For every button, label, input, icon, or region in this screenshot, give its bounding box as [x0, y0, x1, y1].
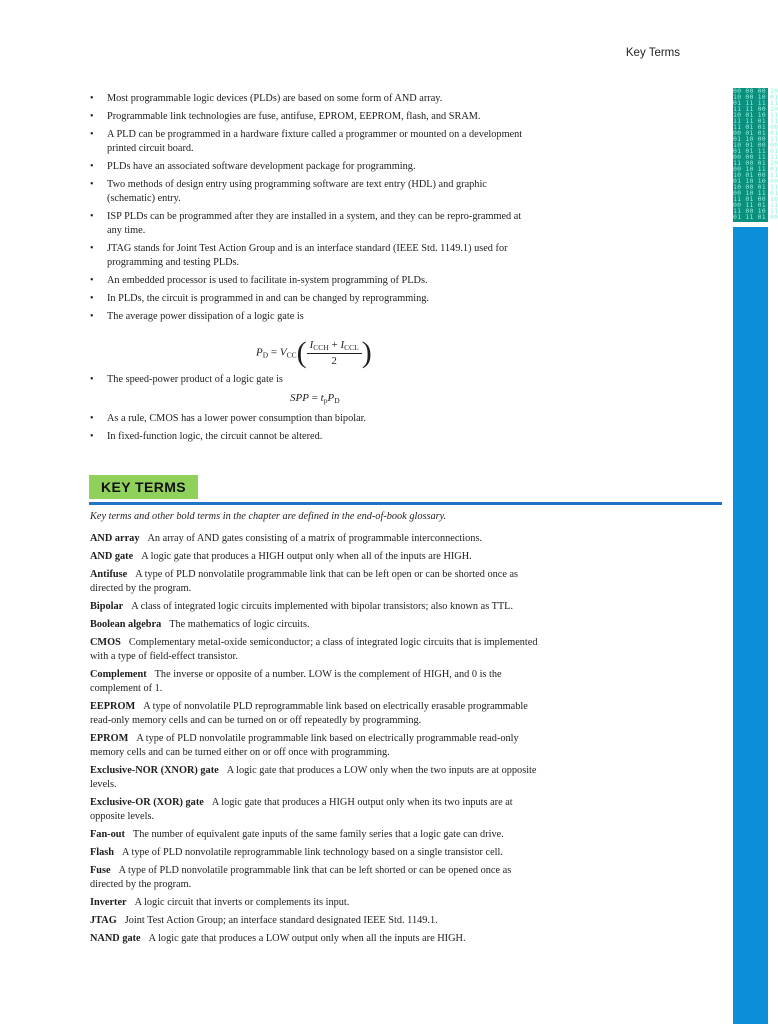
glossary-definition: A class of integrated logic circuits implemented with bipolar transistors; also known as TTL.: [131, 601, 514, 612]
binary-line: 00 01 01 01: [733, 129, 778, 137]
glossary-term: CMOS: [90, 637, 121, 648]
glossary-term: Exclusive-OR (XOR) gate: [90, 797, 204, 808]
glossary-entry: [90, 828, 540, 842]
binary-line: 11 00 01 10: [733, 159, 778, 167]
binary-line: 10 00 01 11: [733, 183, 778, 191]
glossary-definition: Joint Test Action Group; an interface standard designated IEEE Std. 1149.1.: [124, 915, 438, 926]
glossary-entry: [90, 732, 540, 760]
glossary-term: Complement: [90, 669, 147, 680]
chapter-tab-bar: [733, 227, 768, 1024]
summary-item: • In fixed-function logic, the circuit cannot be altered.: [90, 430, 530, 444]
summary-item: • Programmable link technologies are fuse, antifuse, EPROM, EEPROM, flash, and SRAM.: [90, 110, 530, 124]
glossary-term: NAND gate: [90, 933, 141, 944]
binary-line: 10 01 00 00: [733, 141, 778, 149]
glossary-definition: A type of PLD nonvolatile programmable link based on electrically programmable read-only memory cells and can be turned either on or off once with programming.: [90, 733, 519, 758]
glossary-term: Inverter: [90, 897, 127, 908]
glossary-entry: [90, 700, 540, 728]
glossary-definition: The inverse or opposite of a number. LOW is the complement of HIGH, and 0 is the complement of 1.: [90, 669, 502, 694]
glossary-term: Fan-out: [90, 829, 125, 840]
glossary-entry: [90, 932, 540, 946]
glossary-definition: A logic circuit that inverts or complements its input.: [134, 897, 350, 908]
glossary-definition: A logic gate that produces a HIGH output only when all of the inputs are HIGH.: [141, 551, 472, 562]
binary-line: 11 01 00 10: [733, 195, 778, 203]
glossary-entry: [90, 568, 540, 596]
glossary-entry: [90, 600, 540, 614]
glossary-entry: [90, 896, 540, 910]
summary-item: • As a rule, CMOS has a lower power consumption than bipolar.: [90, 412, 530, 426]
key-terms-heading: KEY TERMS: [89, 475, 198, 499]
binary-line: 01 11 11 11: [733, 99, 778, 107]
binary-line: 11 11 01 11: [733, 117, 778, 125]
running-head: Key Terms: [625, 47, 680, 59]
glossary-entry: [90, 636, 540, 664]
binary-line: 10 01 10 11: [733, 111, 778, 119]
glossary-term: EPROM: [90, 733, 129, 744]
glossary-entry: [90, 796, 540, 824]
binary-line: 00 10 11 01: [733, 165, 778, 173]
summary-list-continued: [90, 373, 530, 391]
summary-list: [90, 92, 530, 328]
summary-item: • In PLDs, the circuit is programmed in and can be changed by reprogramming.: [90, 292, 530, 306]
binary-line: 01 10 00 11: [733, 135, 778, 143]
glossary-definition: A type of nonvolatile PLD reprogrammable link based on electrically erasable programmable read-only memory cells and can be turned on or off repeatedly by programming.: [90, 701, 528, 726]
summary-item: • The speed-power product of a logic gate is: [90, 373, 530, 387]
binary-line: 11 11 00 10: [733, 105, 778, 113]
summary-item: • Two methods of design entry using programming software are text entry (HDL) and graphic (schematic) entry.: [90, 178, 530, 206]
binary-line: 00 11 01 11: [733, 201, 778, 209]
glossary-term: Antifuse: [90, 569, 128, 580]
glossary-definition: A logic gate that produces a LOW output only when all the inputs are HIGH.: [148, 933, 466, 944]
binary-line: 11 00 10 11: [733, 207, 778, 215]
fraction: $\frac{I_{CCH} + I_{CCL}}{2}$: [307, 339, 362, 367]
summary-item: • PLDs have an associated software development package for programming.: [90, 160, 530, 174]
binary-line: 01 10 10 00: [733, 177, 778, 185]
glossary-term: JTAG: [90, 915, 117, 926]
section-divider: [89, 502, 722, 505]
binary-line: 00 00 11 11: [733, 153, 778, 161]
binary-line: 01 01 11 01: [733, 147, 778, 155]
glossary-entry: [90, 618, 540, 632]
summary-item: • Most programmable logic devices (PLDs) are based on some form of AND array.: [90, 92, 530, 106]
binary-line: 00 10 11 01: [733, 189, 778, 197]
summary-item: • JTAG stands for Joint Test Action Group and is an interface standard (IEEE Std. 1149.1) used for programming and testing PLDs.: [90, 242, 530, 270]
glossary-definition: Complementary metal-oxide semiconductor; a class of integrated logic circuits that is implemented with a type of field-effect transistor.: [90, 637, 538, 662]
glossary-definition: A logic gate that produces a HIGH output only when its two inputs are at opposite levels.: [90, 797, 513, 822]
glossary-definition: A logic gate that produces a LOW only when the two inputs are at opposite levels.: [90, 765, 537, 790]
summary-item: • The average power dissipation of a logic gate is: [90, 310, 530, 324]
key-terms-list: [90, 532, 540, 950]
glossary-definition: A type of PLD nonvolatile reprogrammable link technology based on a single transistor cell.: [122, 847, 503, 858]
speed-power-formula: SPP = $t_pP_D$: [290, 392, 340, 405]
glossary-term: Exclusive-NOR (XNOR) gate: [90, 765, 219, 776]
glossary-entry: [90, 532, 540, 546]
glossary-term: AND array: [90, 533, 140, 544]
binary-line: 11 01 01 00: [733, 123, 778, 131]
key-terms-intro: Key terms and other bold terms in the chapter are defined in the end-of-book glossary.: [90, 511, 447, 522]
glossary-term: Bipolar: [90, 601, 124, 612]
glossary-term: Flash: [90, 847, 115, 858]
glossary-definition: A type of PLD nonvolatile programmable link that can be left open or can be shorted once as directed by the program.: [90, 569, 519, 594]
glossary-term: EEPROM: [90, 701, 136, 712]
power-dissipation-formula: $P_D = V_{CC}$( $\frac{I_{CCH} + I_{CCL}}{2}$ ): [256, 336, 372, 369]
summary-item: • A PLD can be programmed in a hardware fixture called a programmer or mounted on a development printed circuit board.: [90, 128, 530, 156]
binary-line: 01 11 01 00: [733, 213, 778, 221]
glossary-definition: The number of equivalent gate inputs of the same family series that a logic gate can drive.: [132, 829, 504, 840]
glossary-entry: [90, 864, 540, 892]
glossary-definition: A type of PLD nonvolatile programmable link that can be left shorted or can be opened once as directed by the program.: [90, 865, 512, 890]
binary-line: 00 00 00 10: [733, 87, 778, 95]
binary-line: 10 01 00 11: [733, 171, 778, 179]
glossary-entry: [90, 668, 540, 696]
glossary-entry: [90, 550, 540, 564]
glossary-term: Boolean algebra: [90, 619, 162, 630]
glossary-entry: [90, 914, 540, 928]
binary-pattern-strip: [733, 87, 778, 222]
summary-item: • ISP PLDs can be programmed after they are installed in a system, and they can be repro-grammed at any time.: [90, 210, 530, 238]
glossary-term: Fuse: [90, 865, 111, 876]
glossary-entry: [90, 846, 540, 860]
binary-line: 10 00 10 01: [733, 93, 778, 101]
glossary-entry: [90, 764, 540, 792]
summary-list-final: [90, 412, 530, 448]
glossary-definition: The mathematics of logic circuits.: [169, 619, 310, 630]
glossary-term: AND gate: [90, 551, 134, 562]
glossary-definition: An array of AND gates consisting of a matrix of programmable interconnections.: [147, 533, 483, 544]
summary-item: • An embedded processor is used to facilitate in-system programming of PLDs.: [90, 274, 530, 288]
